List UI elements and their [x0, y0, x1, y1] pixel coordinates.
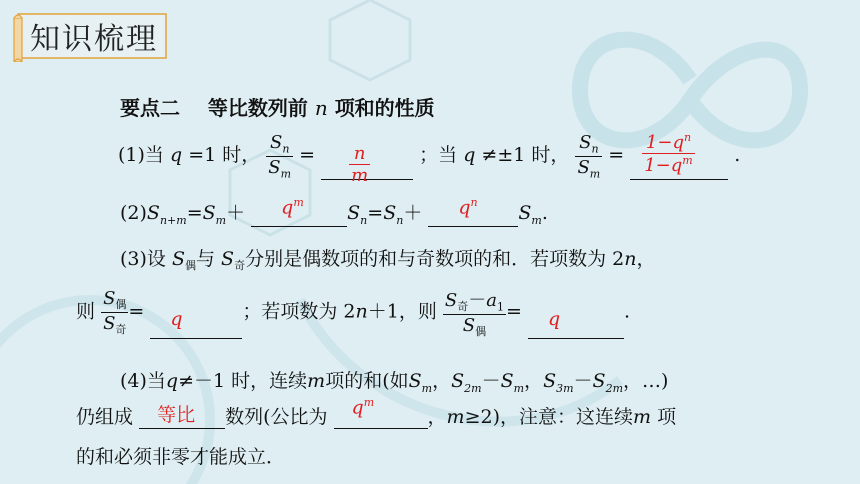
p2-ans2: q [458, 196, 471, 219]
p3-comma: ， [636, 248, 656, 270]
p2-ans1-sup: m [293, 195, 304, 209]
p3-even-sub: 偶 [185, 259, 196, 272]
p3-line1-b: 分别是偶数项的和与奇数项的和．若项数为 2 [245, 248, 625, 270]
p4-cond: ≥2)，注意：这连续 [464, 406, 633, 428]
p4-line1-b: ≠－1 时，连续 [178, 370, 308, 392]
p3-frac-num-sub: 偶 [115, 298, 127, 311]
property-3-line-1 [120, 244, 655, 273]
property-3-line-2 [76, 286, 630, 339]
p1-frac2-num-sub: n [591, 142, 599, 156]
p4-s5-sub: 2m [605, 381, 624, 395]
p3-answer-1: q [170, 308, 183, 330]
p4-minus2: － [573, 370, 593, 392]
p1-frac2-den: S [577, 156, 590, 178]
p3-frac2-den-sub: 偶 [475, 325, 487, 338]
heading-title-b: 项和的性质 [334, 96, 435, 120]
p3-frac2-num-sub: 奇 [457, 300, 469, 313]
p4-line2-d: 项 [651, 406, 677, 428]
p4-blank-2 [334, 396, 428, 429]
p3-frac2-a: a [486, 290, 497, 311]
p4-m3: m [633, 406, 652, 428]
p2-answer-2 [458, 196, 477, 218]
p3-fraction-even-odd [101, 288, 128, 337]
p3-n: n [624, 248, 637, 270]
p1-ans1-den: m [351, 165, 369, 187]
p1-blank-1 [321, 143, 413, 187]
p1-blank-2 [630, 131, 728, 180]
p4-comma3: ， [623, 370, 643, 392]
p1-end: . [734, 144, 741, 167]
p3-frac-num-s: S [103, 288, 116, 309]
p1-ans2-den: 1−q [644, 155, 683, 177]
p1-ans1-num: n [349, 143, 370, 165]
p4-blank-1 [139, 406, 225, 429]
p2-answer-1 [281, 196, 304, 218]
p4-ans-ratio-sup: m [363, 396, 375, 409]
p1-fraction-sn-sm [266, 132, 293, 180]
p1-sep: ；当 [419, 144, 458, 167]
p2-s3: S [347, 202, 361, 224]
p3-frac2-num-s: S [444, 290, 458, 311]
property-4-line-1 [120, 366, 668, 395]
p3-blank-1 [150, 308, 242, 339]
p2-s1: S [146, 202, 160, 224]
p2-s5: S [518, 202, 532, 224]
p3-blank-2 [528, 308, 624, 339]
p4-comma2: ， [524, 370, 544, 392]
infinity-watermark [580, 40, 800, 141]
p1-q: q [169, 144, 183, 167]
p4-s4-sub: 3m [556, 381, 574, 395]
p3-n2: n [355, 300, 368, 323]
p4-s1-sub: m [421, 381, 433, 395]
p3-frac-den-s: S [103, 313, 116, 334]
p1-neq: ≠±1 时， [481, 144, 570, 167]
heading-title-a: 等比数列前 [207, 96, 308, 120]
p1-frac-num: S [269, 132, 283, 153]
p4-s2: S [451, 370, 465, 392]
p4-line1-c: 项的和(如 [325, 370, 409, 392]
p3-eq: = [128, 300, 145, 323]
p3-frac2-a-sub: 1 [496, 300, 504, 314]
p2-ans1: q [281, 196, 294, 219]
p3-with: 与 [196, 248, 222, 270]
p2-s3-sub: n [360, 213, 368, 227]
p4-line2-b: 数列(公比为 [225, 406, 328, 428]
p4-s4: S [543, 370, 557, 392]
p4-line2-c: ， [427, 406, 447, 428]
p4-comma1: ， [432, 370, 452, 392]
p2-s1-sub: n+m [159, 213, 187, 227]
p1-equals2: = [608, 144, 625, 167]
property-4-line-2 [76, 396, 677, 429]
p4-s1: S [408, 370, 422, 392]
p2-eq2: = [367, 202, 384, 224]
section-title: 知识梳理 [30, 22, 158, 57]
p1-label: (1)当 [118, 144, 164, 167]
p4-s3-sub: m [513, 381, 525, 395]
p4-ans-ratio: q [351, 396, 364, 419]
p2-s4: S [383, 202, 397, 224]
p1-q2: q [463, 144, 476, 167]
p4-s5: S [592, 370, 606, 392]
p2-blank-2 [428, 195, 518, 227]
heading-var-n: n [314, 96, 328, 120]
p3-then: 则 [76, 300, 96, 323]
property-1 [118, 131, 741, 187]
p1-frac2-num: S [579, 132, 592, 153]
p1-eq1: =1 时， [188, 144, 261, 167]
p1-equals: = [299, 144, 316, 167]
p2-s2-sub: m [215, 213, 227, 227]
p3-frac2-den-s: S [462, 315, 476, 336]
p4-s2-sub: 2m [464, 381, 482, 395]
p1-frac-den-sub: m [280, 167, 292, 181]
p3-odd-sub: 奇 [234, 259, 246, 272]
p4-answer-ratio [352, 396, 375, 418]
p1-answer-2 [642, 131, 695, 176]
property-4-line-3: 的和必须非零才能成立． [76, 446, 286, 468]
p4-answer-kind: 等比 [157, 404, 196, 426]
p4-ellipsis: …) [642, 370, 669, 392]
p3-eq2: = [505, 300, 522, 323]
p2-s2: S [202, 202, 216, 224]
p3-end: . [623, 300, 630, 323]
p2-plus2: ＋ [403, 202, 423, 224]
p3-fraction-2 [443, 286, 506, 339]
p3-line1-a: (3)设 [120, 248, 172, 270]
p4-m: m [307, 370, 326, 392]
p3-frac-den-sub: 奇 [115, 323, 127, 336]
p1-frac-num-sub: n [282, 142, 290, 156]
point-heading [120, 92, 435, 121]
p3-frac2-minus: － [468, 290, 487, 311]
p4-minus1: － [481, 370, 501, 392]
p2-plus: ＋ [226, 202, 246, 224]
p2-s5-sub: m [531, 213, 542, 227]
p3-s-even: S [171, 248, 185, 270]
p3-s-odd: S [221, 248, 235, 270]
p1-frac2-den-sub: m [589, 167, 601, 181]
p1-frac-den: S [268, 156, 281, 178]
p1-ans2-den-sup: m [682, 154, 693, 168]
property-2 [120, 195, 548, 227]
p2-ans2-sup: n [470, 195, 478, 209]
p2-s4-sub: n [396, 213, 404, 227]
p2-label: (2) [120, 202, 147, 224]
p2-end: . [541, 202, 548, 224]
p3-answer-2: q [547, 308, 561, 330]
p3-line2-b: ；若项数为 2 [242, 300, 356, 323]
p4-line1-a: (4)当 [120, 370, 166, 392]
p4-q: q [165, 370, 179, 392]
p3-line2-c: ＋1，则 [367, 300, 437, 323]
p4-s3: S [500, 370, 514, 392]
p4-line2-a: 仍组成 [76, 406, 134, 428]
p2-blank-1 [251, 195, 347, 227]
heading-prefix: 要点二 [120, 96, 180, 120]
p1-ans2-num: 1−q [645, 132, 684, 154]
p4-m2: m [446, 406, 465, 428]
p1-answer-1 [349, 143, 370, 186]
p2-eq: = [186, 202, 203, 224]
p1-fraction-2 [575, 132, 602, 180]
p1-ans2-num-sup: n [683, 131, 692, 145]
